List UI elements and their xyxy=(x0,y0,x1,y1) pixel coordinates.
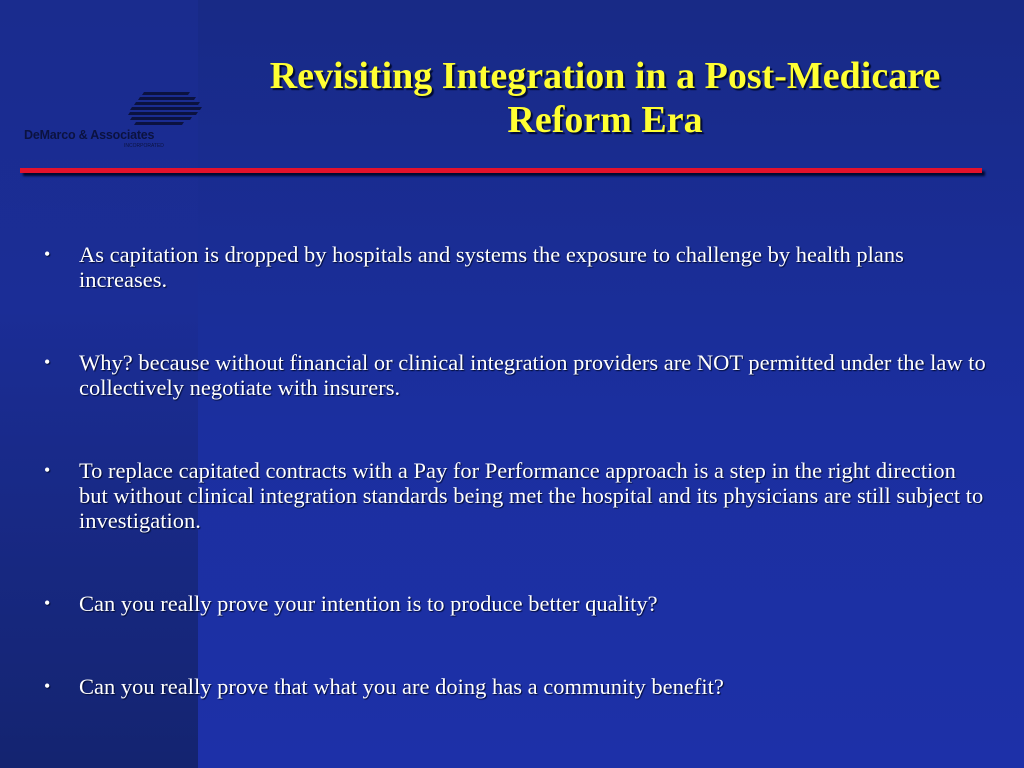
bullet-dot: • xyxy=(44,676,51,696)
slide-title: Revisiting Integration in a Post-Medicare Reform Era xyxy=(269,55,941,141)
logo-mark-icon xyxy=(128,92,202,126)
bullet-dot: • xyxy=(44,352,51,372)
company-tagline: INCORPORATED xyxy=(124,143,164,149)
bullet-text: Can you really prove your intention is to produce better quality? xyxy=(79,591,658,616)
bullet-item xyxy=(44,350,990,400)
bullet-dot: • xyxy=(44,244,51,264)
bullet-item xyxy=(44,242,990,292)
title-divider xyxy=(20,168,982,173)
bullet-item xyxy=(44,458,990,533)
bullet-list xyxy=(44,242,990,699)
bullet-dot: • xyxy=(44,593,51,613)
company-logo xyxy=(20,92,180,154)
bullet-text: Can you really prove that what you are doing has a community benefit? xyxy=(79,674,724,699)
company-name: DeMarco & Associates xyxy=(24,128,155,142)
bullet-text: Why? because without financial or clinical integration providers are NOT permitted under the law to collectively negotiate with insurers. xyxy=(79,350,986,400)
bullet-dot: • xyxy=(44,460,51,480)
bullet-item xyxy=(44,591,990,616)
bullet-text: To replace capitated contracts with a Pay for Performance approach is a step in the right direction but without clinical integration standards being met the hospital and its physicians are still subject to investigation. xyxy=(79,458,984,533)
bullet-item xyxy=(44,674,990,699)
bullet-text: As capitation is dropped by hospitals and systems the exposure to challenge by health plans increases. xyxy=(79,242,904,292)
